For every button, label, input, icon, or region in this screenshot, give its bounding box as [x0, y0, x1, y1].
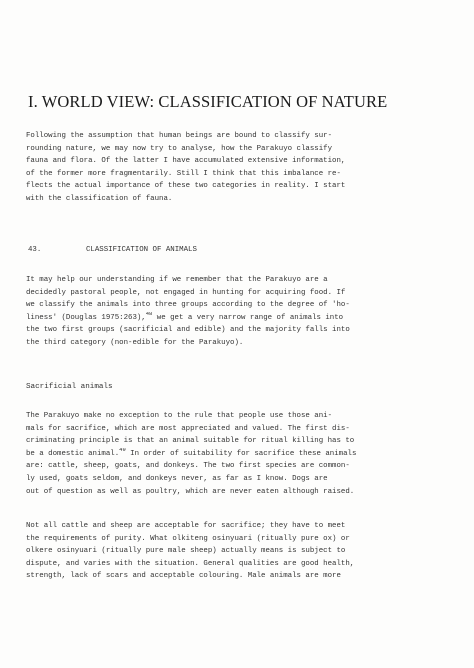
text-line-with-footnote: [26, 312, 406, 325]
sacrificial-paragraph: [26, 410, 406, 498]
section-title: CLASSIFICATION OF ANIMALS: [86, 246, 197, 254]
text-line: are: cattle, sheep, goats, and donkeys. The two first species are common-: [26, 462, 350, 471]
text-line: fauna and flora. Of the latter I have accumulated extensive information,: [26, 157, 346, 166]
text-fragment: we get a very narrow range of animals into: [152, 313, 344, 322]
text-line: dispute, and varies with the situation. General qualities are good health,: [26, 559, 355, 568]
text-line: the requirements of purity. What olkiteng osinyuari (ritually pure ox) or: [26, 534, 350, 543]
section-number: 43.: [28, 246, 42, 254]
text-line: we classify the animals into three groups according to the degree of 'ho-: [26, 301, 350, 310]
purity-paragraph: [26, 520, 406, 583]
text-line: mals for sacrifice, which are most appreciated and valued. The first dis-: [26, 424, 350, 433]
text-line: The Parakuyo make no exception to the rule that people use those ani-: [26, 412, 333, 420]
text-line: with the classification of fauna.: [26, 194, 173, 203]
chapter-title: I. WORLD VIEW: CLASSIFICATION OF NATURE: [28, 92, 388, 111]
text-line: rounding nature, we may now try to analyse, how the Parakuyo classify: [26, 144, 333, 153]
text-line-with-footnote: [26, 448, 406, 461]
subsection-title: Sacrificial animals: [26, 383, 113, 391]
footnote-marker: 48: [145, 311, 153, 317]
text-line: strength, lack of scars and acceptable colouring. Male animals are more: [26, 572, 341, 581]
text-line: the two first groups (sacrificial and edible) and the majority falls into: [26, 326, 350, 335]
text-line: of the former more fragmentarily. Still I think that this imbalance re-: [26, 169, 341, 178]
text-fragment: In order of suitability for sacrifice these animals: [125, 449, 357, 458]
text-fragment: liness' (Douglas 1975:263),: [26, 313, 146, 322]
text-line: It may help our understanding if we remember that the Parakuyo are a: [26, 276, 328, 284]
text-line: ly used, goats seldom, and donkeys never, as far as I know. Dogs are: [26, 474, 328, 483]
text-line: Not all cattle and sheep are acceptable for sacrifice; they have to meet: [26, 522, 346, 530]
text-line: out of question as well as poultry, which are never eaten although raised.: [26, 487, 355, 496]
text-line: olkere osinyuari (ritually pure male sheep) actually means is subject to: [26, 547, 346, 556]
footnote-marker: 49: [119, 447, 126, 453]
text-line: Following the assumption that human beings are bound to classify sur-: [26, 132, 333, 140]
intro-paragraph: [26, 130, 406, 206]
text-line: flects the actual importance of these two categories in reality. I start: [26, 182, 346, 191]
animals-paragraph: [26, 274, 406, 350]
text-line: criminating principle is that an animal suitable for ritual killing has to: [26, 437, 355, 446]
text-fragment: be a domestic animal.: [26, 449, 120, 458]
text-line: the third category (non-edible for the Parakuyo).: [26, 338, 244, 347]
text-line: decidedly pastoral people, not engaged in hunting for acquiring food. If: [26, 288, 346, 297]
